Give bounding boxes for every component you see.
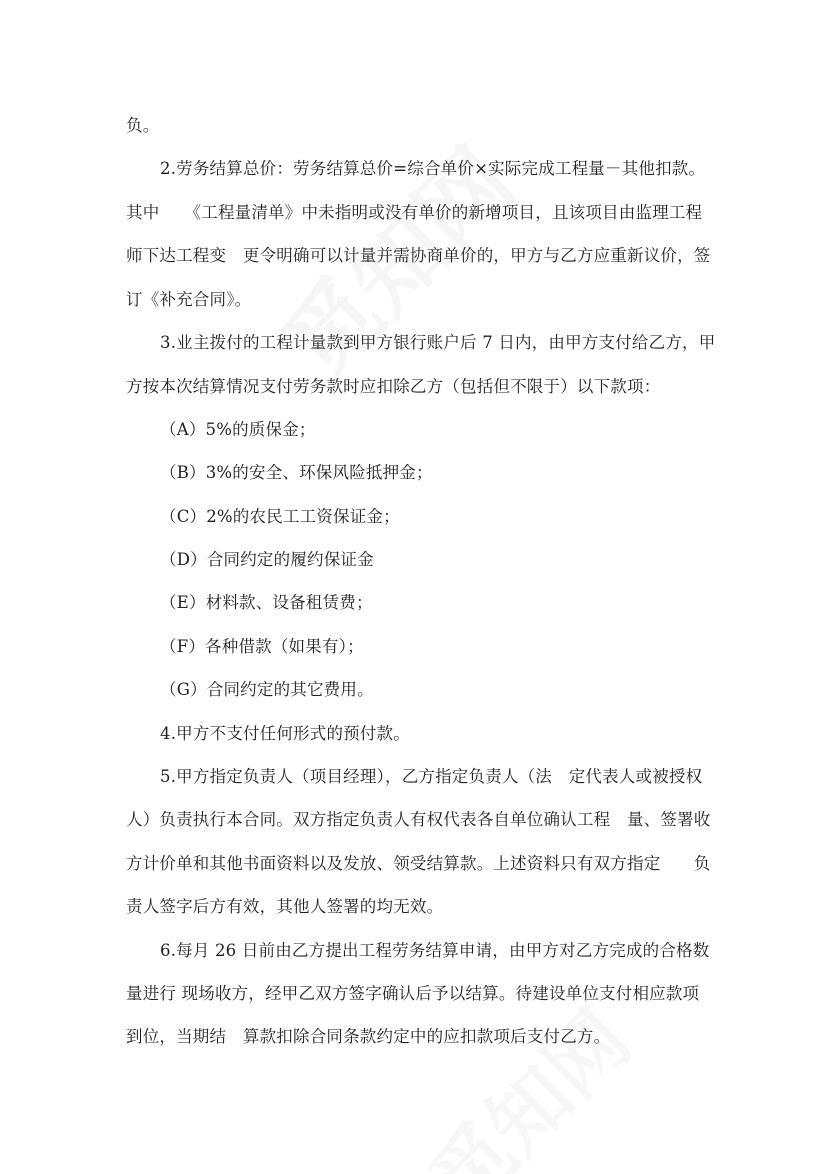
paragraph-line: 4.甲方不支付任何形式的预付款。 [160, 724, 410, 743]
list-item: （F）各种借款（如果有）； [160, 637, 364, 656]
paragraph-line: 方计价单和其他书面资料以及发放、领受结算款。上述资料只有双方指定 负 [126, 854, 711, 873]
paragraph-line: 6.每月 26 日前由乙方提出工程劳务结算申请，由甲方对乙方完成的合格数 [160, 941, 710, 960]
list-item: （B）3%的安全、环保风险抵押金； [160, 463, 433, 482]
paragraph-line: 量进行 现场收方，经甲乙双方签字确认后予以结算。待建设单位支付相应款项 [126, 984, 700, 1003]
paragraph-line: 方按本次结算情况支付劳务款时应扣除乙方（包括但不限于）以下款项： [126, 377, 661, 396]
paragraph-line: 2.劳务结算总价：劳务结算总价=综合单价×实际完成工程量－其他扣款。 [160, 159, 706, 178]
list-item: （G）合同约定的其它费用。 [160, 680, 374, 699]
paragraph-line: 到位，当期结 算款扣除合同条款约定中的应扣款项后支付乙方。 [126, 1027, 611, 1046]
paragraph-line: 订《补充合同》。 [126, 290, 252, 309]
paragraph-line: 人）负责执行本合同。双方指定负责人有权代表各自单位确认工程 量、签署收 [126, 810, 711, 829]
paragraph-line: 师下达工程变 更令明确可以计量并需协商单价的，甲方与乙方应重新议价，签 [126, 246, 711, 265]
list-item: （C）2%的农民工工资保证金； [160, 507, 400, 526]
paragraph-line: 责人签字后方有效，其他人签署的均无效。 [126, 897, 444, 916]
watermark-logo-bottom [400, 980, 651, 1174]
list-item: （D）合同约定的履约保证金 [160, 550, 374, 569]
paragraph-line: 其中 《工程量清单》中未指明或没有单价的新增项目，且该项目由监理工程 [126, 203, 703, 222]
list-item: （E）材料款、设备租赁费； [160, 593, 373, 612]
paragraph-line: 3.业主拨付的工程计量款到甲方银行账户后 7 日内，由甲方支付给乙方，甲 [160, 333, 716, 352]
list-item: （A）5%的质保金； [160, 420, 316, 439]
paragraph-line: 5.甲方指定负责人（项目经理），乙方指定负责人（法 定代表人或被授权 [160, 767, 703, 786]
paragraph-line: 负。 [126, 116, 160, 135]
